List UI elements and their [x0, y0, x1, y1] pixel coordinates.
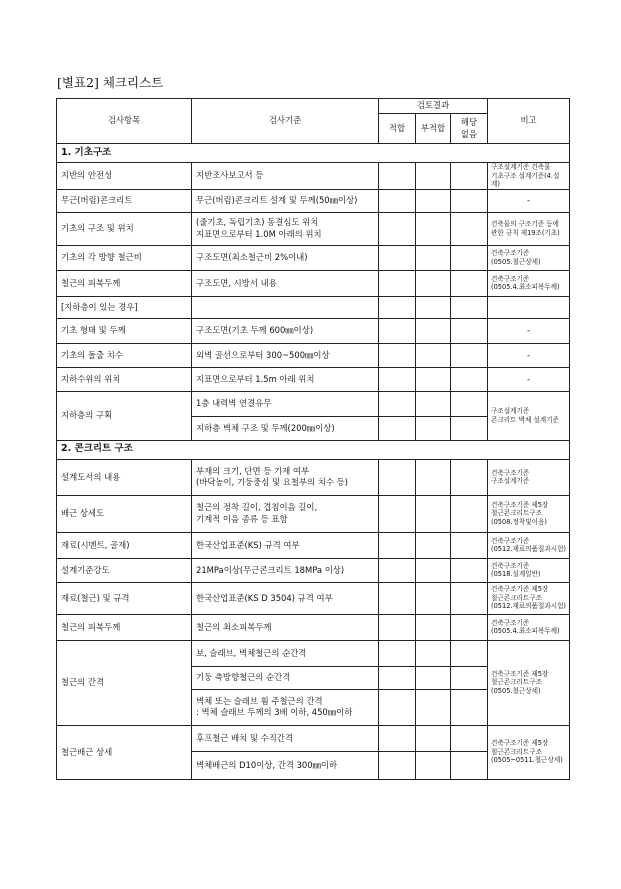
unsuitable-cell — [416, 532, 451, 558]
table-row — [57, 367, 570, 391]
criteria-cell: 기둥 축방향철근의 순간격 — [192, 666, 379, 689]
table-row — [57, 495, 570, 532]
unsuitable-cell — [416, 640, 451, 666]
item-cell: 지하층의 구획 — [57, 391, 192, 440]
table-row — [57, 459, 570, 495]
unsuitable-cell — [416, 558, 451, 582]
unsuitable-cell — [416, 163, 451, 190]
section-row — [57, 144, 570, 163]
na-cell — [451, 367, 488, 391]
unsuitable-cell — [416, 245, 451, 270]
item-cell: 철근의 간격 — [57, 640, 192, 725]
item-cell: 재료(철근) 및 규격 — [57, 582, 192, 614]
criteria-cell: 지표면으로부터 1.5m 아래 위치 — [192, 367, 379, 391]
criteria-cell: 21MPa이상(무근콘크리트 18MPa 이상) — [192, 558, 379, 582]
table-row — [57, 163, 570, 190]
header-remarks: 비고 — [488, 99, 570, 144]
section-title: 1. 기초구조 — [57, 144, 570, 163]
criteria-cell: 후프철근 배치 및 수직간격 — [192, 725, 379, 751]
suitable-cell — [379, 532, 416, 558]
header-na: 해당 없음 — [451, 114, 488, 144]
unsuitable-cell — [416, 459, 451, 495]
suitable-cell — [379, 582, 416, 614]
na-cell — [451, 212, 488, 245]
na-cell — [451, 558, 488, 582]
table-row — [57, 318, 570, 343]
remark-cell: 건축구조기준 제5장 철근콘크리트구조 (0505.철근상세) — [488, 640, 570, 725]
checklist-body — [57, 144, 570, 780]
header-criteria: 검사기준 — [192, 99, 379, 144]
table-row — [57, 614, 570, 640]
na-cell — [451, 751, 488, 779]
table-row — [57, 343, 570, 367]
item-cell: [지하층이 있는 경우] — [57, 296, 192, 318]
remark-cell: 건축구조기준 (0505.4.최소피복두께) — [488, 614, 570, 640]
remark-cell: 건축구조기준 (0512.재료의품질과시험) — [488, 532, 570, 558]
na-cell — [451, 582, 488, 614]
unsuitable-cell — [416, 212, 451, 245]
unsuitable-cell — [416, 391, 451, 416]
criteria-cell: 철근의 정착 길이, 겹침이음 길이, 기계적 이음 종류 등 표함 — [192, 495, 379, 532]
na-cell — [451, 296, 488, 318]
unsuitable-cell — [416, 343, 451, 367]
suitable-cell — [379, 459, 416, 495]
criteria-cell — [192, 296, 379, 318]
remark-cell: 건축구조기준 제5장 철근콘크리트구조 (0508.정착및이음) — [488, 495, 570, 532]
suitable-cell — [379, 245, 416, 270]
na-cell — [451, 343, 488, 367]
table-row — [57, 296, 570, 318]
remark-cell: 건축구조기준 (0505.4.최소피복두께) — [488, 270, 570, 296]
table-row — [57, 582, 570, 614]
remark-cell: 건축구조기준 (0505.철근상세) — [488, 245, 570, 270]
criteria-cell: 지하층 벽체 구조 및 두께(200㎜이상) — [192, 416, 379, 440]
suitable-cell — [379, 416, 416, 440]
unsuitable-cell — [416, 666, 451, 689]
remark-cell: - — [488, 189, 570, 212]
criteria-cell: 한국산업표준(KS D 3504) 규격 여부 — [192, 582, 379, 614]
criteria-cell: 한국산업표준(KS) 규격 여부 — [192, 532, 379, 558]
suitable-cell — [379, 391, 416, 416]
table-row — [57, 725, 570, 751]
na-cell — [451, 270, 488, 296]
suitable-cell — [379, 212, 416, 245]
item-cell: 지하수위의 위치 — [57, 367, 192, 391]
remark-cell — [488, 296, 570, 318]
section-title: 2. 콘크리트 구조 — [57, 440, 570, 459]
suitable-cell — [379, 725, 416, 751]
remark-cell: 건축물의 구조기준 등에 관한 규칙 제19조(기초) — [488, 212, 570, 245]
page-title: [별표2] 체크리스트 — [57, 75, 164, 90]
na-cell — [451, 391, 488, 416]
item-cell: 기초의 구조 및 위치 — [57, 212, 192, 245]
na-cell — [451, 689, 488, 725]
item-cell: 철근배근 상세 — [57, 725, 192, 779]
na-cell — [451, 163, 488, 190]
suitable-cell — [379, 495, 416, 532]
unsuitable-cell — [416, 189, 451, 212]
checklist-table — [56, 98, 570, 780]
suitable-cell — [379, 558, 416, 582]
suitable-cell — [379, 270, 416, 296]
remark-cell: - — [488, 343, 570, 367]
suitable-cell — [379, 689, 416, 725]
item-cell: 재료(시멘트, 골재) — [57, 532, 192, 558]
na-cell — [451, 189, 488, 212]
remark-cell: 건축구조기준 제5장 철근콘크리트구조 (0505~0511.철근상세) — [488, 725, 570, 779]
item-cell: 기초의 각 방향 철근비 — [57, 245, 192, 270]
suitable-cell — [379, 614, 416, 640]
item-cell: 무근(버림)콘크리트 — [57, 189, 192, 212]
criteria-cell: 무근(버림)콘크리트 설계 및 두께(50㎜이상) — [192, 189, 379, 212]
criteria-cell: 1층 내력벽 연결유무 — [192, 391, 379, 416]
criteria-cell: 벽체 또는 슬래브 휨 주철근의 간격 : 벽체 슬래브 두께의 3배 이하, 450㎜이하 — [192, 689, 379, 725]
criteria-cell: 보, 슬래브, 벽체철근의 순간격 — [192, 640, 379, 666]
header-item: 검사항목 — [57, 99, 192, 144]
criteria-cell: 구조도면(기초 두께 600㎜이상) — [192, 318, 379, 343]
criteria-cell: 벽체배근의 D10이상, 간격 300㎜이하 — [192, 751, 379, 779]
item-cell: 배근 상세도 — [57, 495, 192, 532]
header-unsuitable: 부적합 — [416, 114, 451, 144]
unsuitable-cell — [416, 582, 451, 614]
table-row — [57, 391, 570, 416]
remark-cell: 구조설계기준 건축물 기초구조 설계기준(4.설계) — [488, 163, 570, 190]
table-row — [57, 558, 570, 582]
unsuitable-cell — [416, 495, 451, 532]
item-cell: 설계도서의 내용 — [57, 459, 192, 495]
suitable-cell — [379, 163, 416, 190]
item-cell: 기초 형태 및 두께 — [57, 318, 192, 343]
remark-cell: - — [488, 367, 570, 391]
criteria-cell: 지반조사보고서 등 — [192, 163, 379, 190]
criteria-cell: 부재의 크기, 단면 등 기재 여부 (바닥높이, 기둥중심 및 요철부의 치수 등) — [192, 459, 379, 495]
unsuitable-cell — [416, 318, 451, 343]
item-cell: 철근의 피복두께 — [57, 270, 192, 296]
remark-cell: 건축구조기준 구조설계기준 — [488, 459, 570, 495]
suitable-cell — [379, 189, 416, 212]
na-cell — [451, 459, 488, 495]
criteria-cell: (줄기초, 독립기초) 동결심도 위치 지표면으로부터 1.0M 아래의 위치 — [192, 212, 379, 245]
unsuitable-cell — [416, 296, 451, 318]
na-cell — [451, 245, 488, 270]
remark-cell: 건축구조기준 (0518.설계일반) — [488, 558, 570, 582]
table-row — [57, 245, 570, 270]
na-cell — [451, 666, 488, 689]
table-row — [57, 270, 570, 296]
unsuitable-cell — [416, 689, 451, 725]
remark-cell: - — [488, 318, 570, 343]
na-cell — [451, 495, 488, 532]
table-row — [57, 212, 570, 245]
item-cell: 철근의 피복두께 — [57, 614, 192, 640]
unsuitable-cell — [416, 614, 451, 640]
unsuitable-cell — [416, 270, 451, 296]
remark-cell: 구조설계기준 콘크리트 벽체 설계기준 — [488, 391, 570, 440]
na-cell — [451, 640, 488, 666]
table-row — [57, 640, 570, 666]
item-cell: 기초의 돌출 치수 — [57, 343, 192, 367]
unsuitable-cell — [416, 416, 451, 440]
header-suitable: 적합 — [379, 114, 416, 144]
criteria-cell: 철근의 최소피복두께 — [192, 614, 379, 640]
remark-cell: 건축구조기준 제5장 철근콘크리트구조 (0512.재료의품질과시험) — [488, 582, 570, 614]
na-cell — [451, 532, 488, 558]
item-cell: 설계기준강도 — [57, 558, 192, 582]
unsuitable-cell — [416, 751, 451, 779]
na-cell — [451, 614, 488, 640]
table-row — [57, 189, 570, 212]
criteria-cell: 외벽 골선으로부터 300~500㎜이상 — [192, 343, 379, 367]
suitable-cell — [379, 640, 416, 666]
header-review: 검토결과 — [379, 99, 488, 114]
section-row — [57, 440, 570, 459]
suitable-cell — [379, 666, 416, 689]
item-cell: 지반의 안전성 — [57, 163, 192, 190]
na-cell — [451, 416, 488, 440]
suitable-cell — [379, 751, 416, 779]
suitable-cell — [379, 343, 416, 367]
unsuitable-cell — [416, 367, 451, 391]
suitable-cell — [379, 296, 416, 318]
na-cell — [451, 725, 488, 751]
suitable-cell — [379, 367, 416, 391]
unsuitable-cell — [416, 725, 451, 751]
suitable-cell — [379, 318, 416, 343]
table-row — [57, 532, 570, 558]
criteria-cell: 구조도면, 시방서 내용 — [192, 270, 379, 296]
na-cell — [451, 318, 488, 343]
criteria-cell: 구조도면(최소철근비 2%이내) — [192, 245, 379, 270]
